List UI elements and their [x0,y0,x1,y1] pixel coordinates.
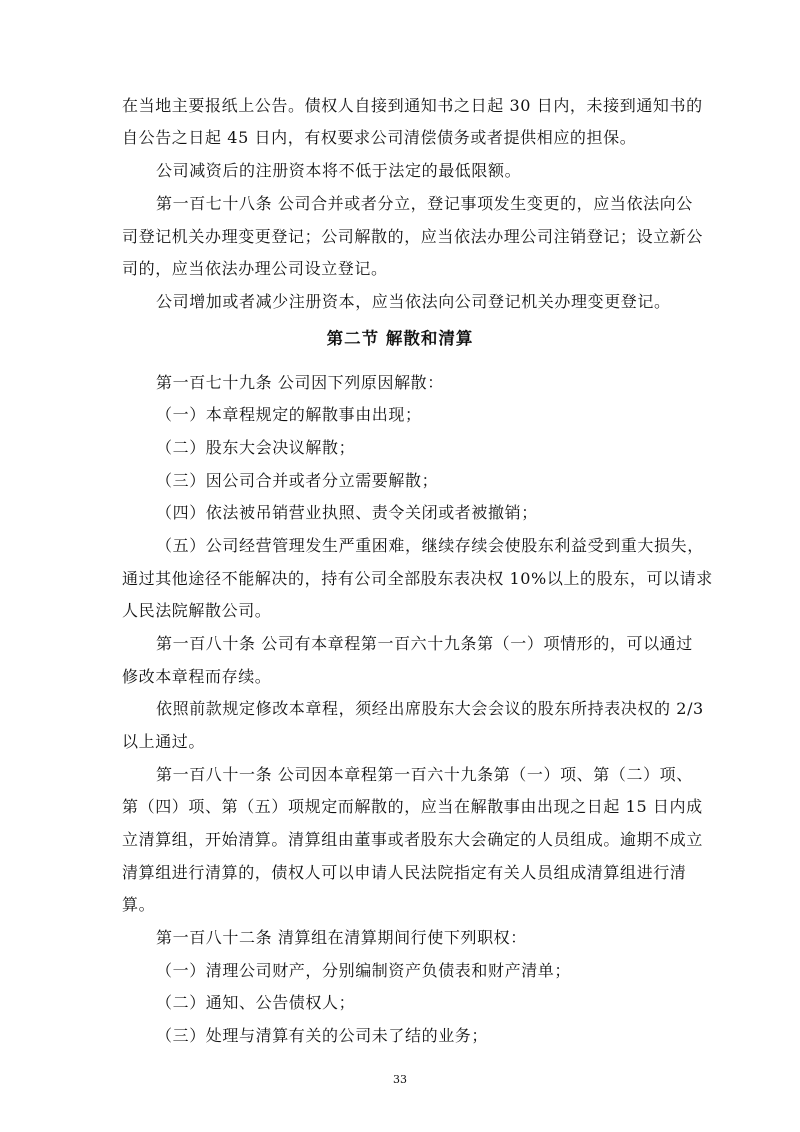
list-item: （二）股东大会决议解散； [156,438,356,457]
paragraph-line: 立清算组，开始清算。清算组由董事或者股东大会确定的人员组成。逾期不成立 [122,830,704,849]
article-180-line: 第一百八十条 公司有本章程第一百六十九条第（一）项情形的，可以通过 [156,634,693,653]
paragraph-line: 司的，应当依法办理公司设立登记。 [122,259,388,278]
paragraph-line: 司登记机关办理变更登记；公司解散的，应当依法办理公司注销登记；设立新公 [122,227,704,246]
paragraph-line: 修改本章程而存续。 [122,667,272,686]
paragraph-line: 清算组进行清算的，债权人可以申请人民法院指定有关人员组成清算组进行清 [122,863,687,882]
paragraph-line: 自公告之日起 45 日内，有权要求公司清偿债务或者提供相应的担保。 [122,128,637,147]
article-181-line: 第一百八十一条 公司因本章程第一百六十九条第（一）项、第（二）项、 [156,765,693,784]
list-item: （三）处理与清算有关的公司未了结的业务； [156,1026,489,1045]
paragraph-line: 第（四）项、第（五）项规定而解散的，应当在解散事由出现之日起 15 日内成 [122,797,703,816]
article-182-line: 第一百八十二条 清算组在清算期间行使下列职权： [156,928,527,947]
article-178-line: 第一百七十八条 公司合并或者分立，登记事项发生变更的，应当依法向公 [156,194,693,213]
paragraph-line: 公司减资后的注册资本将不低于法定的最低限额。 [156,161,522,180]
article-179-line: 第一百七十九条 公司因下列原因解散： [156,373,444,392]
page-number: 33 [393,1073,407,1086]
paragraph-line: 公司增加或者减少注册资本，应当依法向公司登记机关办理变更登记。 [156,292,671,311]
paragraph-line: 以上通过。 [122,732,206,751]
list-item: （五）公司经营管理发生严重困难，继续存续会使股东利益受到重大损失， [156,536,704,555]
list-item: （四）依法被吊销营业执照、责令关闭或者被撤销； [156,503,538,522]
list-item: （一）清理公司财产，分别编制资产负债表和财产清单； [156,961,572,980]
paragraph-line: 通过其他途径不能解决的，持有公司全部股东表决权 10%以上的股东，可以请求 [122,569,713,588]
paragraph-line: 算。 [122,895,156,914]
list-item: （一）本章程规定的解散事由出现； [156,405,422,424]
list-item: （三）因公司合并或者分立需要解散； [156,471,439,490]
list-item: （二）通知、公告债权人； [156,993,356,1012]
section-heading: 第二节 解散和清算 [326,329,474,348]
paragraph-line: 依照前款规定修改本章程，须经出席股东大会会议的股东所持表决权的 2/3 [156,699,704,718]
paragraph-line: 人民法院解散公司。 [122,601,272,620]
paragraph-line: 在当地主要报纸上公告。债权人自接到通知书之日起 30 日内，未接到通知书的 [122,96,703,115]
